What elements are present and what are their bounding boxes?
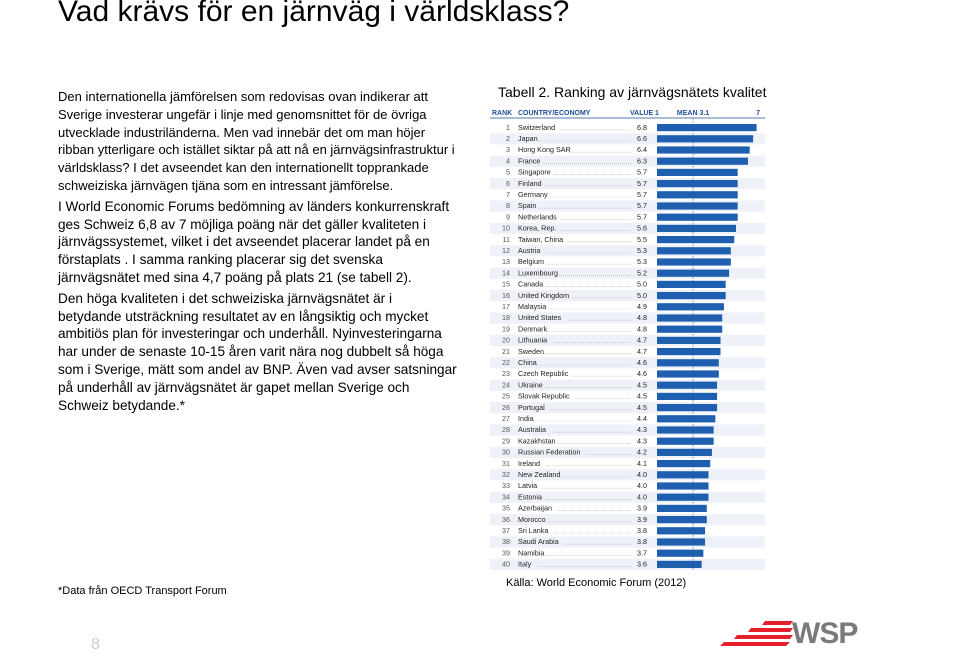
country-label: Finland xyxy=(518,178,542,188)
rank-label: 8 xyxy=(506,201,510,211)
bar xyxy=(657,247,731,254)
bar xyxy=(657,516,707,523)
paragraph-intro: Den internationella jämförelsen som redovisas ovan indikerar att Sverige investerar ungefär i linje med genomsnittet för de övriga utvecklade industriländerna. Men vad innebär det om man höjer ribban ytterligare och istället siktar på att nå en järnvägsinfrastruktur i världsklass? I det avseendet kan den internationellt topprankade schweiziska järnvägen tjäna som en intressant jämförelse. xyxy=(58,89,455,193)
country-label: Ukraine xyxy=(518,380,543,390)
page-title: Vad krävs för en järnväg i världsklass? xyxy=(58,0,570,28)
value-label: 4.9 xyxy=(637,302,647,311)
country-label: Australia xyxy=(518,425,546,435)
bar xyxy=(657,550,703,557)
country-label: Korea, Rep. xyxy=(518,223,557,233)
value-label: 4.0 xyxy=(637,492,647,502)
value-label: 4.5 xyxy=(637,380,647,390)
source-note: Källa: World Economic Forum (2012) xyxy=(506,577,687,589)
rank-label: 19 xyxy=(502,324,510,334)
rank-label: 17 xyxy=(502,302,510,311)
rank-label: 3 xyxy=(506,145,510,155)
bar xyxy=(657,225,736,232)
bar xyxy=(657,214,738,221)
country-label: Namibia xyxy=(518,548,545,558)
value-label: 6.4 xyxy=(637,145,647,155)
value-label: 3.8 xyxy=(637,537,647,547)
country-label: Germany xyxy=(518,190,548,199)
value-label: 4.3 xyxy=(637,425,647,435)
rank-label: 6 xyxy=(506,178,510,188)
rank-label: 4 xyxy=(506,156,510,166)
rank-label: 27 xyxy=(502,414,510,423)
country-label: Latvia xyxy=(518,481,538,491)
country-label: Kazakhstan xyxy=(518,436,556,446)
rank-label: 29 xyxy=(502,436,510,446)
value-label: 4.4 xyxy=(637,414,647,423)
country-label: Netherlands xyxy=(518,212,557,222)
rank-label: 32 xyxy=(502,470,510,479)
rank-label: 5 xyxy=(506,167,510,177)
country-label: Denmark xyxy=(518,324,548,334)
value-label: 5.7 xyxy=(637,212,647,222)
rank-label: 23 xyxy=(502,369,510,379)
rank-label: 12 xyxy=(502,246,510,255)
rank-label: 14 xyxy=(502,268,510,278)
value-label: 5.0 xyxy=(637,279,647,289)
paragraph-investment: Den höga kvaliteten i det schweiziska järnvägsnätet är i betydande utsträckning resultatet av en långsiktig och mycket ambitiös plan för investeringar och underhåll. Nyinvesteringarna har under de senaste 10-15 åren varit nära nog dubbelt så höga som i Sverige, mätt som andel av BNP. Även vad avser satsningar på underhåll av järnvägsnätet är gapet mellan Sverige och Schweiz betydande.* xyxy=(58,290,457,413)
bar xyxy=(657,169,738,176)
wsp-logo-mark xyxy=(790,615,890,649)
bar xyxy=(657,438,714,445)
value-label: 5.3 xyxy=(637,246,647,255)
country-label: United Kingdom xyxy=(518,290,570,300)
value-label: 5.5 xyxy=(637,234,647,244)
bar xyxy=(657,415,715,422)
rank-label: 25 xyxy=(502,391,510,401)
country-label: Taiwan, China xyxy=(518,234,564,244)
bar xyxy=(657,146,750,153)
value-label: 4.5 xyxy=(637,402,647,412)
rank-label: 20 xyxy=(502,335,510,345)
bar xyxy=(657,404,717,411)
value-label: 4.3 xyxy=(637,436,647,446)
value-label: 4.7 xyxy=(637,346,647,356)
value-label: 3.6 xyxy=(637,559,647,569)
bar xyxy=(657,426,714,433)
bar xyxy=(657,561,702,568)
country-label: Switzerland xyxy=(518,122,556,132)
rank-label: 1 xyxy=(506,122,510,132)
value-label: 6.6 xyxy=(637,134,647,143)
bar xyxy=(657,538,705,545)
bar xyxy=(657,370,719,377)
header-scale-max: 7 xyxy=(756,110,760,117)
value-label: 4.0 xyxy=(637,470,647,479)
bar xyxy=(657,124,757,131)
bar xyxy=(657,270,729,277)
country-label: Estonia xyxy=(518,492,542,502)
bar xyxy=(657,348,721,355)
header-value: VALUE xyxy=(630,110,654,117)
country-label: Morocco xyxy=(518,514,546,524)
logo-stripes xyxy=(690,616,793,648)
rank-label: 35 xyxy=(502,503,510,513)
country-label: Saudi Arabia xyxy=(518,537,559,547)
page-number: 8 xyxy=(91,636,100,653)
country-label: Sri Lanka xyxy=(518,526,549,535)
bar xyxy=(657,202,738,209)
bar xyxy=(657,258,731,265)
rank-label: 10 xyxy=(502,223,510,233)
country-label: Slovak Republic xyxy=(518,391,570,401)
value-label: 4.6 xyxy=(637,369,647,379)
country-label: Russian Federation xyxy=(518,447,581,457)
value-label: 4.8 xyxy=(637,313,647,323)
value-label: 4.6 xyxy=(637,358,647,367)
body-text xyxy=(58,88,458,417)
rank-label: 38 xyxy=(502,537,510,547)
bar xyxy=(657,505,707,512)
bar xyxy=(657,281,726,288)
country-label: Czech Republic xyxy=(518,369,569,379)
bar xyxy=(657,326,722,333)
country-label: Hong Kong SAR xyxy=(518,145,571,155)
bar xyxy=(657,449,712,456)
rank-label: 28 xyxy=(502,425,510,435)
bar xyxy=(657,460,710,467)
country-label: Malaysia xyxy=(518,302,547,311)
value-label: 3.9 xyxy=(637,514,647,524)
country-label: Ireland xyxy=(518,458,540,468)
rank-label: 13 xyxy=(502,257,510,267)
value-label: 5.0 xyxy=(637,290,647,300)
bar xyxy=(657,337,721,344)
value-label: 5.7 xyxy=(637,167,647,177)
header-scale-min: 1 xyxy=(655,110,659,117)
bar xyxy=(657,359,719,366)
bar xyxy=(657,135,753,142)
rank-label: 30 xyxy=(502,447,510,457)
rank-label: 36 xyxy=(502,514,510,524)
country-label: Lithuania xyxy=(518,335,548,345)
value-label: 4.5 xyxy=(637,391,647,401)
rank-label: 40 xyxy=(502,559,510,569)
rank-label: 22 xyxy=(502,358,510,367)
country-label: India xyxy=(518,414,534,423)
rank-label: 24 xyxy=(502,380,510,390)
country-label: Japan xyxy=(518,134,538,143)
bar xyxy=(657,236,734,243)
bar xyxy=(657,382,717,389)
rank-label: 16 xyxy=(502,290,510,300)
header-mean: MEAN 3.1 xyxy=(676,110,710,117)
rank-label: 31 xyxy=(502,458,510,468)
rank-label: 18 xyxy=(502,313,510,323)
bar xyxy=(657,180,738,187)
value-label: 4.7 xyxy=(637,335,647,345)
value-label: 6.8 xyxy=(637,122,647,132)
rank-label: 39 xyxy=(502,548,510,558)
rank-label: 11 xyxy=(502,234,510,244)
bar xyxy=(657,471,709,478)
value-label: 5.3 xyxy=(637,257,647,267)
rank-label: 7 xyxy=(506,190,510,199)
rank-label: 26 xyxy=(502,402,510,412)
value-label: 5.6 xyxy=(637,223,647,233)
value-label: 4.1 xyxy=(637,458,647,468)
table-caption: Tabell 2. Ranking av järnvägsnätets kvalitet xyxy=(498,84,767,100)
value-label: 6.3 xyxy=(637,156,647,166)
country-label: Luxembourg xyxy=(518,268,558,278)
bar xyxy=(657,292,726,299)
country-label: Canada xyxy=(518,279,544,289)
value-label: 3.7 xyxy=(637,548,647,558)
wsp-logo xyxy=(790,615,890,649)
bar xyxy=(657,494,709,501)
rank-label: 9 xyxy=(506,212,510,222)
rank-label: 34 xyxy=(502,492,510,502)
bar xyxy=(657,191,738,198)
country-label: Azerbaijan xyxy=(518,503,552,513)
value-label: 4.8 xyxy=(637,324,647,334)
header-rank: RANK xyxy=(492,110,513,117)
rank-label: 21 xyxy=(502,346,510,356)
rank-label: 33 xyxy=(502,481,510,491)
bar xyxy=(657,393,717,400)
country-label: China xyxy=(518,358,537,367)
country-label: France xyxy=(518,156,541,166)
rank-label: 37 xyxy=(502,526,510,535)
value-label: 5.7 xyxy=(637,201,647,211)
value-label: 5.2 xyxy=(637,268,647,278)
country-label: Portugal xyxy=(518,402,545,412)
footnote: *Data från OECD Transport Forum xyxy=(58,585,227,597)
bar xyxy=(657,527,705,534)
country-label: Austria xyxy=(518,246,541,255)
value-label: 3.8 xyxy=(637,526,647,535)
value-label: 5.7 xyxy=(637,178,647,188)
value-label: 3.9 xyxy=(637,503,647,513)
rank-label: 15 xyxy=(502,279,510,289)
value-label: 4.2 xyxy=(637,447,647,457)
bar xyxy=(657,314,722,321)
bar xyxy=(657,482,709,489)
value-label: 5.7 xyxy=(637,190,647,199)
country-label: Spain xyxy=(518,201,537,211)
country-label: United States xyxy=(518,313,562,323)
country-label: New Zealand xyxy=(518,470,561,479)
country-label: Belgium xyxy=(518,257,544,267)
bar xyxy=(657,303,724,310)
country-label: Italy xyxy=(518,559,532,569)
country-label: Sweden xyxy=(518,346,544,356)
bar xyxy=(657,158,748,165)
value-label: 4.0 xyxy=(637,481,647,491)
country-label: Singapore xyxy=(518,167,551,177)
ranking-chart xyxy=(490,107,765,572)
header-country: COUNTRY/ECONOMY xyxy=(518,110,591,117)
row-band xyxy=(490,559,765,570)
rank-label: 2 xyxy=(506,134,510,143)
svg-text:WSP: WSP xyxy=(792,617,858,649)
paragraph-wef: I World Economic Forums bedömning av länders konkurrenskraft ges Schweiz 6,8 av 7 möjliga poäng när det gäller kvaliteten i järnvägssystemet, vilket i det avseendet placerar landet på en förstaplats . I samma ranking placerar sig det svenska järnvägsnätet med sina 4,7 poäng på plats 21 (se tabell 2). xyxy=(58,198,450,285)
